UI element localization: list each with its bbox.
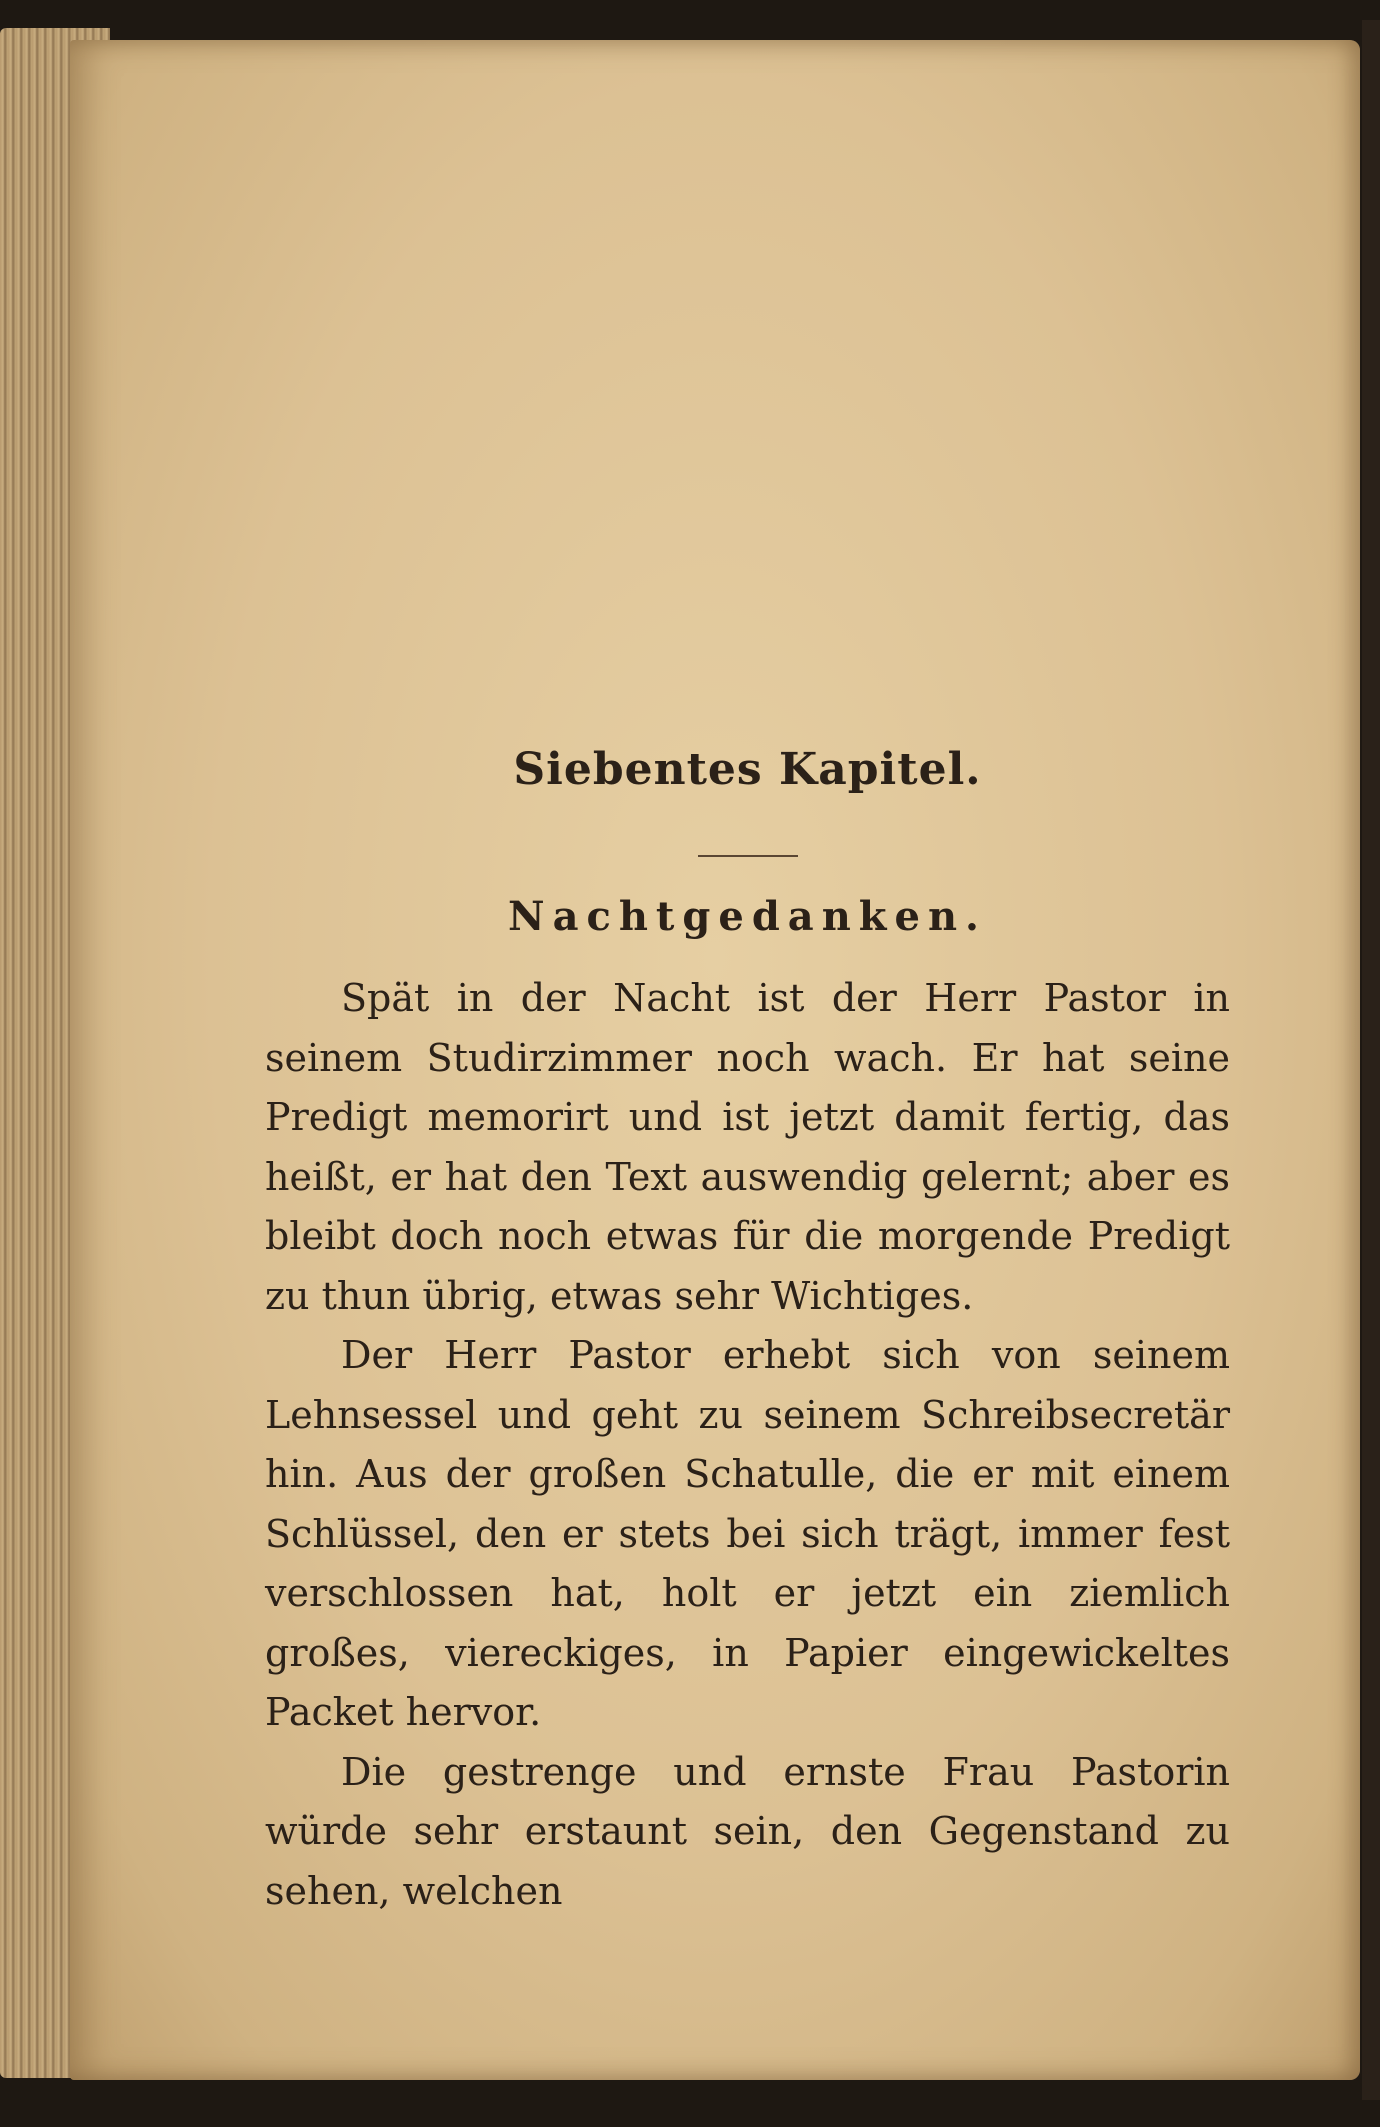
- title-divider: [698, 855, 798, 857]
- chapter-title: Siebentes Kapitel.: [513, 744, 982, 795]
- page-content: [265, 735, 1230, 1921]
- book-spine-edge: [1362, 20, 1380, 2100]
- paragraph: Die gestrenge und ernste Frau Pastorin würde sehr erstaunt sein, den Gegenstand zu sehen, welchen: [265, 1749, 1230, 1913]
- paragraph: Der Herr Pastor erhebt sich von seinem Lehnsessel und geht zu seinem Schreibsecretär hin. Aus der großen Schatulle, die er mit einem Schlüssel, den er stets bei sich trägt, immer fest verschlossen hat, holt er jetzt ein ziemlich großes, viereckiges, in Papier eingewickeltes Packet hervor.: [265, 1333, 1230, 1734]
- paragraph: Spät in der Nacht ist der Herr Pastor in seinem Studirzimmer noch wach. Er hat seine Predigt memorirt und ist jetzt damit fertig, das heißt, er hat den Text auswendig gelernt; aber es bleibt doch noch etwas für die morgende Predigt zu thun übrig, etwas sehr Wichtiges.: [265, 976, 1230, 1318]
- section-title: Nachtgedanken.: [508, 893, 987, 940]
